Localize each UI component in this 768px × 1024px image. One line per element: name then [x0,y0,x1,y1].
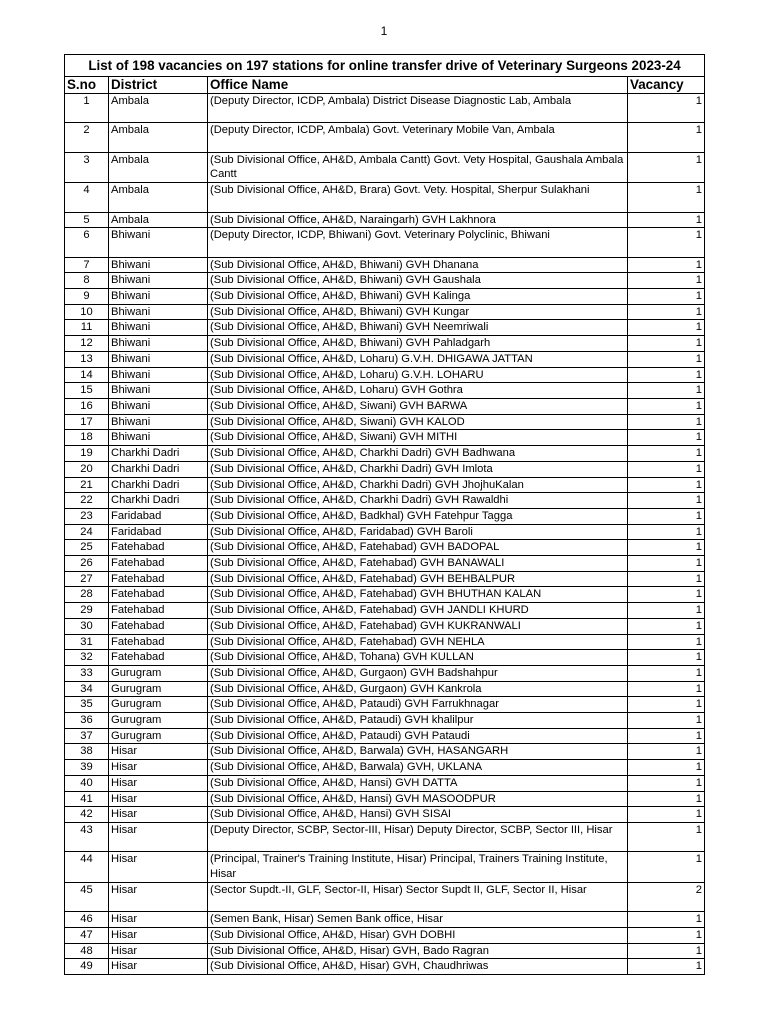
cell-vacancy: 1 [628,336,705,352]
cell-sno: 32 [65,650,109,666]
cell-sno: 31 [65,634,109,650]
table-row [65,959,705,975]
cell-office-name: (Sub Divisional Office, AH&D, Hisar) GVH DOBHI [208,927,628,943]
cell-sno: 10 [65,304,109,320]
cell-sno: 24 [65,524,109,540]
table-row [65,618,705,634]
table-row [65,775,705,791]
cell-office-name: (Deputy Director, ICDP, Bhiwani) Govt. Veterinary Polyclinic, Bhiwani [208,228,628,257]
table-row [65,697,705,713]
cell-vacancy: 1 [628,807,705,823]
cell-sno: 18 [65,430,109,446]
cell-sno: 7 [65,257,109,273]
cell-vacancy: 1 [628,697,705,713]
cell-vacancy: 1 [628,414,705,430]
cell-office-name: (Sub Divisional Office, AH&D, Hansi) GVH SISAI [208,807,628,823]
cell-sno: 44 [65,852,109,882]
cell-sno: 25 [65,540,109,556]
cell-district: Hisar [109,807,208,823]
cell-district: Fatehabad [109,571,208,587]
cell-sno: 13 [65,351,109,367]
cell-office-name: (Deputy Director, SCBP, Sector-III, Hisar) Deputy Director, SCBP, Sector III, Hisar [208,822,628,851]
cell-district: Fatehabad [109,634,208,650]
table-row [65,257,705,273]
header-district: District [109,77,208,94]
cell-office-name: (Sub Divisional Office, AH&D, Hisar) GVH, Chaudhriwas [208,959,628,975]
cell-office-name: (Sub Divisional Office, AH&D, Bhiwani) GVH Dhanana [208,257,628,273]
cell-vacancy: 1 [628,728,705,744]
cell-sno: 22 [65,493,109,509]
vacancy-table [64,54,705,975]
cell-office-name: (Sub Divisional Office, AH&D, Charkhi Dadri) GVH Badhwana [208,446,628,462]
cell-sno: 37 [65,728,109,744]
cell-sno: 3 [65,152,109,182]
cell-vacancy: 1 [628,183,705,212]
cell-office-name: (Sub Divisional Office, AH&D, Hansi) GVH MASOODPUR [208,791,628,807]
cell-vacancy: 1 [628,273,705,289]
cell-district: Bhiwani [109,289,208,305]
table-row [65,367,705,383]
cell-vacancy: 1 [628,493,705,509]
cell-district: Hisar [109,852,208,882]
cell-vacancy: 1 [628,744,705,760]
cell-district: Hisar [109,882,208,911]
cell-sno: 46 [65,912,109,928]
table-row [65,430,705,446]
cell-office-name: (Sub Divisional Office, AH&D, Tohana) GVH KULLAN [208,650,628,666]
cell-sno: 35 [65,697,109,713]
cell-sno: 27 [65,571,109,587]
cell-district: Fatehabad [109,540,208,556]
table-row [65,399,705,415]
cell-sno: 36 [65,713,109,729]
table-row [65,304,705,320]
cell-vacancy: 1 [628,508,705,524]
table-row [65,351,705,367]
cell-district: Gurugram [109,713,208,729]
cell-vacancy: 1 [628,123,705,152]
cell-sno: 2 [65,123,109,152]
cell-district: Hisar [109,744,208,760]
cell-district: Gurugram [109,728,208,744]
cell-district: Charkhi Dadri [109,446,208,462]
header-vacancy: Vacancy [628,77,705,94]
cell-office-name: (Sub Divisional Office, AH&D, Naraingarh) GVH Lakhnora [208,212,628,228]
cell-district: Bhiwani [109,414,208,430]
cell-sno: 6 [65,228,109,257]
table-row [65,336,705,352]
cell-office-name: (Sub Divisional Office, AH&D, Charkhi Dadri) GVH Imlota [208,461,628,477]
table-row [65,634,705,650]
cell-office-name: (Sub Divisional Office, AH&D, Loharu) GVH Gothra [208,383,628,399]
cell-district: Fatehabad [109,650,208,666]
cell-office-name: (Sub Divisional Office, AH&D, Fatehabad) GVH BEHBALPUR [208,571,628,587]
cell-office-name: (Sub Divisional Office, AH&D, Siwani) GVH BARWA [208,399,628,415]
table-row [65,273,705,289]
cell-sno: 4 [65,183,109,212]
cell-office-name: (Deputy Director, ICDP, Ambala) District Disease Diagnostic Lab, Ambala [208,94,628,123]
cell-vacancy: 1 [628,556,705,572]
cell-sno: 8 [65,273,109,289]
cell-sno: 9 [65,289,109,305]
cell-district: Gurugram [109,697,208,713]
table-row [65,852,705,882]
cell-district: Fatehabad [109,618,208,634]
cell-sno: 40 [65,775,109,791]
cell-sno: 33 [65,665,109,681]
table-row [65,791,705,807]
cell-sno: 11 [65,320,109,336]
cell-district: Gurugram [109,665,208,681]
cell-district: Hisar [109,822,208,851]
cell-office-name: (Semen Bank, Hisar) Semen Bank office, Hisar [208,912,628,928]
cell-sno: 43 [65,822,109,851]
cell-vacancy: 2 [628,882,705,911]
table-row [65,587,705,603]
cell-sno: 21 [65,477,109,493]
cell-sno: 12 [65,336,109,352]
cell-vacancy: 1 [628,540,705,556]
cell-sno: 20 [65,461,109,477]
cell-vacancy: 1 [628,477,705,493]
table-row [65,123,705,152]
cell-office-name: (Deputy Director, ICDP, Ambala) Govt. Veterinary Mobile Van, Ambala [208,123,628,152]
table-row [65,183,705,212]
cell-office-name: (Sub Divisional Office, AH&D, Fatehabad) GVH BHUTHAN KALAN [208,587,628,603]
cell-vacancy: 1 [628,94,705,123]
table-title: List of 198 vacancies on 197 stations for online transfer drive of Veterinary Surgeons 2023-24 [65,55,705,77]
cell-district: Faridabad [109,524,208,540]
cell-sno: 39 [65,760,109,776]
cell-district: Hisar [109,760,208,776]
cell-district: Bhiwani [109,228,208,257]
cell-vacancy: 1 [628,587,705,603]
cell-sno: 30 [65,618,109,634]
cell-vacancy: 1 [628,959,705,975]
cell-vacancy: 1 [628,713,705,729]
cell-sno: 16 [65,399,109,415]
cell-office-name: (Sub Divisional Office, AH&D, Pataudi) GVH Farrukhnagar [208,697,628,713]
cell-office-name: (Sub Divisional Office, AH&D, Gurgaon) GVH Badshahpur [208,665,628,681]
cell-vacancy: 1 [628,228,705,257]
cell-office-name: (Sub Divisional Office, AH&D, Hisar) GVH, Bado Ragran [208,943,628,959]
table-row [65,383,705,399]
cell-office-name: (Sub Divisional Office, AH&D, Loharu) G.V.H. DHIGAWA JATTAN [208,351,628,367]
table-row [65,681,705,697]
table-row [65,446,705,462]
cell-sno: 14 [65,367,109,383]
cell-district: Hisar [109,959,208,975]
table-row [65,508,705,524]
cell-district: Hisar [109,791,208,807]
cell-vacancy: 1 [628,650,705,666]
cell-vacancy: 1 [628,760,705,776]
cell-office-name: (Sector Supdt.-II, GLF, Sector-II, Hisar) Sector Supdt II, GLF, Sector II, Hisar [208,882,628,911]
cell-sno: 41 [65,791,109,807]
table-row [65,713,705,729]
table-row [65,927,705,943]
cell-office-name: (Sub Divisional Office, AH&D, Pataudi) GVH khalilpur [208,713,628,729]
cell-district: Bhiwani [109,336,208,352]
table-row [65,414,705,430]
cell-office-name: (Sub Divisional Office, AH&D, Fatehabad) GVH JANDLI KHURD [208,603,628,619]
table-row [65,571,705,587]
cell-sno: 26 [65,556,109,572]
cell-vacancy: 1 [628,461,705,477]
cell-vacancy: 1 [628,634,705,650]
table-row [65,943,705,959]
cell-vacancy: 1 [628,446,705,462]
cell-office-name: (Sub Divisional Office, AH&D, Bhiwani) GVH Gaushala [208,273,628,289]
cell-vacancy: 1 [628,304,705,320]
cell-office-name: (Sub Divisional Office, AH&D, Barwala) GVH, HASANGARH [208,744,628,760]
cell-district: Bhiwani [109,320,208,336]
cell-vacancy: 1 [628,257,705,273]
cell-vacancy: 1 [628,367,705,383]
cell-district: Charkhi Dadri [109,461,208,477]
table-row [65,228,705,257]
cell-sno: 42 [65,807,109,823]
cell-vacancy: 1 [628,571,705,587]
cell-vacancy: 1 [628,852,705,882]
cell-sno: 17 [65,414,109,430]
cell-sno: 45 [65,882,109,911]
cell-district: Bhiwani [109,351,208,367]
cell-district: Charkhi Dadri [109,477,208,493]
cell-district: Ambala [109,152,208,182]
cell-district: Gurugram [109,681,208,697]
table-row [65,289,705,305]
cell-vacancy: 1 [628,430,705,446]
cell-vacancy: 1 [628,822,705,851]
cell-district: Bhiwani [109,383,208,399]
cell-office-name: (Sub Divisional Office, AH&D, Loharu) G.V.H. LOHARU [208,367,628,383]
table-row [65,493,705,509]
cell-office-name: (Sub Divisional Office, AH&D, Fatehabad) GVH BADOPAL [208,540,628,556]
table-row [65,882,705,911]
cell-office-name: (Sub Divisional Office, AH&D, Gurgaon) GVH Kankrola [208,681,628,697]
cell-vacancy: 1 [628,912,705,928]
cell-district: Ambala [109,123,208,152]
table-row [65,320,705,336]
cell-office-name: (Sub Divisional Office, AH&D, Bhiwani) GVH Pahladgarh [208,336,628,352]
cell-vacancy: 1 [628,212,705,228]
table-row [65,912,705,928]
table-row [65,477,705,493]
cell-vacancy: 1 [628,152,705,182]
cell-district: Hisar [109,775,208,791]
cell-sno: 34 [65,681,109,697]
cell-district: Bhiwani [109,399,208,415]
cell-office-name: (Sub Divisional Office, AH&D, Brara) Govt. Vety. Hospital, Sherpur Sulakhani [208,183,628,212]
cell-vacancy: 1 [628,681,705,697]
cell-office-name: (Sub Divisional Office, AH&D, Siwani) GVH KALOD [208,414,628,430]
page-number: 1 [380,24,388,38]
table-row [65,152,705,182]
cell-vacancy: 1 [628,351,705,367]
cell-district: Bhiwani [109,304,208,320]
table-row [65,665,705,681]
cell-office-name: (Sub Divisional Office, AH&D, Siwani) GVH MITHI [208,430,628,446]
cell-vacancy: 1 [628,383,705,399]
table-row [65,524,705,540]
cell-sno: 48 [65,943,109,959]
cell-office-name: (Sub Divisional Office, AH&D, Fatehabad) GVH BANAWALI [208,556,628,572]
cell-vacancy: 1 [628,775,705,791]
cell-office-name: (Sub Divisional Office, AH&D, Fatehabad) GVH KUKRANWALI [208,618,628,634]
header-row [65,77,705,94]
cell-vacancy: 1 [628,320,705,336]
cell-sno: 5 [65,212,109,228]
cell-district: Fatehabad [109,556,208,572]
cell-district: Bhiwani [109,430,208,446]
cell-district: Bhiwani [109,367,208,383]
cell-sno: 28 [65,587,109,603]
cell-district: Fatehabad [109,587,208,603]
cell-office-name: (Sub Divisional Office, AH&D, Faridabad) GVH Baroli [208,524,628,540]
cell-sno: 29 [65,603,109,619]
table-row [65,461,705,477]
cell-district: Bhiwani [109,273,208,289]
cell-district: Ambala [109,212,208,228]
cell-office-name: (Sub Divisional Office, AH&D, Bhiwani) GVH Kungar [208,304,628,320]
table-row [65,744,705,760]
table-row [65,728,705,744]
cell-office-name: (Sub Divisional Office, AH&D, Charkhi Dadri) GVH Rawaldhi [208,493,628,509]
cell-district: Hisar [109,912,208,928]
cell-sno: 23 [65,508,109,524]
cell-vacancy: 1 [628,665,705,681]
table-row [65,212,705,228]
cell-sno: 47 [65,927,109,943]
cell-sno: 49 [65,959,109,975]
cell-office-name: (Sub Divisional Office, AH&D, Pataudi) GVH Pataudi [208,728,628,744]
cell-vacancy: 1 [628,289,705,305]
header-office-name: Office Name [208,77,628,94]
cell-district: Charkhi Dadri [109,493,208,509]
cell-office-name: (Sub Divisional Office, AH&D, Ambala Cantt) Govt. Vety Hospital, Gaushala Ambala Cantt [208,152,628,182]
table-row [65,760,705,776]
header-sno: S.no [65,77,109,94]
cell-vacancy: 1 [628,618,705,634]
cell-district: Fatehabad [109,603,208,619]
table-row [65,822,705,851]
cell-office-name: (Sub Divisional Office, AH&D, Barwala) GVH, UKLANA [208,760,628,776]
cell-vacancy: 1 [628,791,705,807]
cell-office-name: (Sub Divisional Office, AH&D, Bhiwani) GVH Kalinga [208,289,628,305]
cell-vacancy: 1 [628,399,705,415]
cell-sno: 1 [65,94,109,123]
cell-district: Hisar [109,943,208,959]
table-row [65,650,705,666]
cell-office-name: (Principal, Trainer's Training Institute, Hisar) Principal, Trainers Training Institute, Hisar [208,852,628,882]
cell-vacancy: 1 [628,943,705,959]
cell-sno: 19 [65,446,109,462]
cell-sno: 38 [65,744,109,760]
cell-district: Bhiwani [109,257,208,273]
cell-district: Ambala [109,94,208,123]
table-row [65,807,705,823]
cell-district: Hisar [109,927,208,943]
cell-district: Ambala [109,183,208,212]
table-row [65,603,705,619]
table-row [65,540,705,556]
cell-sno: 15 [65,383,109,399]
table-row [65,94,705,123]
cell-office-name: (Sub Divisional Office, AH&D, Charkhi Dadri) GVH JhojhuKalan [208,477,628,493]
cell-vacancy: 1 [628,603,705,619]
cell-office-name: (Sub Divisional Office, AH&D, Badkhal) GVH Fatehpur Tagga [208,508,628,524]
cell-vacancy: 1 [628,524,705,540]
cell-vacancy: 1 [628,927,705,943]
table-row [65,556,705,572]
cell-office-name: (Sub Divisional Office, AH&D, Hansi) GVH DATTA [208,775,628,791]
cell-office-name: (Sub Divisional Office, AH&D, Fatehabad) GVH NEHLA [208,634,628,650]
cell-district: Faridabad [109,508,208,524]
cell-office-name: (Sub Divisional Office, AH&D, Bhiwani) GVH Neemriwali [208,320,628,336]
